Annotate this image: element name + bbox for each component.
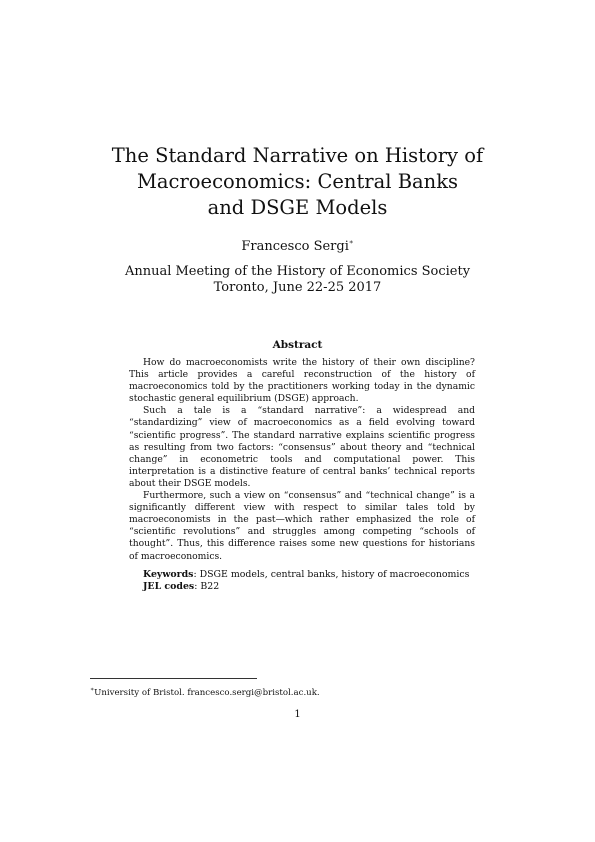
venue-line-2: Toronto, June 22-25 2017 xyxy=(213,280,382,295)
footnote xyxy=(90,684,510,699)
keywords-label: Keywords xyxy=(143,569,194,580)
venue xyxy=(0,264,595,296)
author-name: Francesco Sergi xyxy=(241,239,349,254)
jel-label: JEL codes xyxy=(143,581,195,593)
abstract-body xyxy=(129,357,475,563)
jel-value: : B22 xyxy=(194,581,220,593)
abstract-paragraph-2: Such a tale is a “standard narrative”: a widespread and “standardizing” view of macroeconomics as a field evolving toward “scientific progress”. The standard narrative explains scientific progress as resulting from two factors: “consensus” about theory and “technical change” in econometric tools and computational power. This interpretation is a distinctive feature of central banks’ technical reports about their DSGE models. xyxy=(129,405,475,489)
footnote-divider xyxy=(90,678,257,679)
keywords-line xyxy=(129,569,475,581)
jel-line xyxy=(129,581,475,593)
paper-title xyxy=(0,143,595,221)
page-number: 1 xyxy=(294,709,301,720)
keywords-value: : DSGE models, central banks, history of macroeconomics xyxy=(193,569,470,580)
venue-line-1: Annual Meeting of the History of Economics Society xyxy=(124,264,471,279)
title-line-1: The Standard Narrative on History of xyxy=(111,144,484,167)
title-line-3: and DSGE Models xyxy=(207,196,388,219)
title-line-2: Macroeconomics: Central Banks xyxy=(136,170,459,193)
author xyxy=(0,234,595,255)
abstract-heading: Abstract xyxy=(272,339,323,351)
abstract-paragraph-3: Furthermore, such a view on “consensus” and “technical change” is a significantly different view with respect to similar tales told by macroeconomists in the past—which rather emphasized the role of “scientific revolutions” and struggles among competing “schools of thought”. Thus, this difference raises some new questions for historians of macroeconomics. xyxy=(129,490,475,562)
footnote-text: University of Bristol. francesco.sergi@bristol.ac.uk. xyxy=(94,688,320,698)
abstract-paragraph-1: How do macroeconomists write the history of their own discipline? This article provides a careful reconstruction of the history of macroeconomics told by the practitioners working today in the dynamic stochastic general equilibrium (DSGE) approach. xyxy=(129,357,475,405)
author-footnote-mark[interactable]: ∗ xyxy=(348,238,354,246)
keywords-block xyxy=(129,569,475,593)
footnote-mark: ∗ xyxy=(90,686,95,693)
